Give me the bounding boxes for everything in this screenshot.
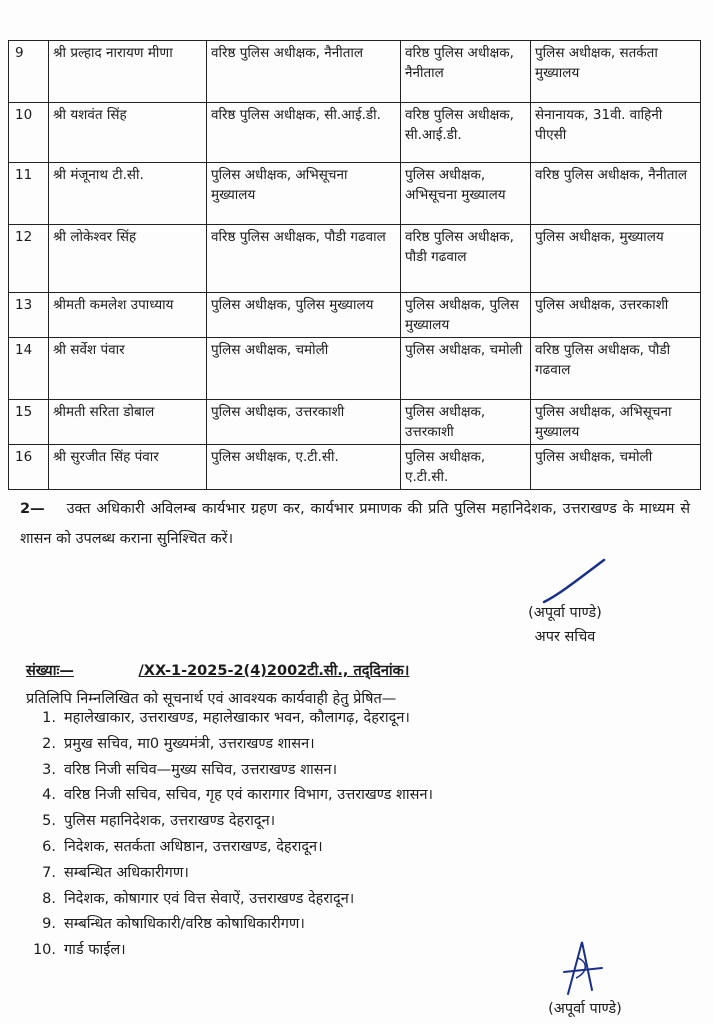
list-item xyxy=(30,861,433,887)
list-item xyxy=(30,706,433,732)
list-item xyxy=(30,783,433,809)
serial-number-cell: 15 xyxy=(9,400,49,445)
table-row xyxy=(9,225,701,293)
new-post-cell: पुलिस अधीक्षक, अभिसूचना मुख्यालय xyxy=(531,400,701,445)
officer-name-cell: श्री सुरजीत सिंह पंवार xyxy=(49,445,207,490)
table-row xyxy=(9,400,701,445)
new-post-cell: पुलिस अधीक्षक, मुख्यालय xyxy=(531,225,701,293)
serial-number-cell: 10 xyxy=(9,103,49,163)
list-item-text: निदेशक, कोषागार एवं वित्त सेवाऐं, उत्तराखण्ड देहरादून। xyxy=(64,890,355,907)
list-item xyxy=(30,887,433,913)
new-post-cell: पुलिस अधीक्षक, उत्तरकाशी xyxy=(531,293,701,338)
signatory-designation: अपर सचिव xyxy=(534,629,596,645)
list-item-number: 3. xyxy=(42,761,56,778)
list-item-text: गार्ड फाईल। xyxy=(64,942,126,959)
current-post-cell: वरिष्ठ पुलिस अधीक्षक, नैनीताल xyxy=(207,41,401,103)
list-item xyxy=(30,835,433,861)
designated-post-cell: वरिष्ठ पुलिस अधीक्षक, पौडी गढवाल xyxy=(401,225,531,293)
current-post-cell: पुलिस अधीक्षक, अभिसूचना मुख्यालय xyxy=(207,163,401,225)
list-item-number: 9. xyxy=(42,916,56,933)
designated-post-cell: पुलिस अधीक्षक, चमोली xyxy=(401,338,531,400)
table-row xyxy=(9,41,701,103)
current-post-cell: पुलिस अधीक्षक, ए.टी.सी. xyxy=(207,445,401,490)
designated-post-cell: पुलिस अधीक्षक, ए.टी.सी. xyxy=(401,445,531,490)
designated-post-cell: पुलिस अधीक्षक, पुलिस मुख्यालय xyxy=(401,293,531,338)
list-item-number: 2. xyxy=(42,735,56,752)
new-post-cell: वरिष्ठ पुलिस अधीक्षक, नैनीताल xyxy=(531,163,701,225)
reference-code: /XX-1-2025-2(4)2002टी.सी., तद्‌दिनांक। xyxy=(138,663,410,679)
current-post-cell: पुलिस अधीक्षक, उत्तरकाशी xyxy=(207,400,401,445)
serial-number-cell: 12 xyxy=(9,225,49,293)
serial-number-cell: 11 xyxy=(9,163,49,225)
signatory-bottom-name: (अपूर्वा पाण्डे) xyxy=(548,1001,622,1017)
table-row xyxy=(9,163,701,225)
reference-label: संख्याः— xyxy=(26,663,74,679)
officer-name-cell: श्री मंजूनाथ टी.सी. xyxy=(49,163,207,225)
table-row xyxy=(9,338,701,400)
reference-line xyxy=(26,660,409,680)
officer-name-cell: श्री लोकेश्वर सिंह xyxy=(49,225,207,293)
designated-post-cell: पुलिस अधीक्षक, उत्तरकाशी xyxy=(401,400,531,445)
serial-number-cell: 9 xyxy=(9,41,49,103)
officer-name-cell: श्री प्रल्हाद नारायण मीणा xyxy=(49,41,207,103)
officer-name-cell: श्री यशवंत सिंह xyxy=(49,103,207,163)
officer-name-cell: श्रीमती कमलेश उपाध्याय xyxy=(49,293,207,338)
signatory-block xyxy=(490,602,640,646)
new-post-cell: वरिष्ठ पुलिस अधीक्षक, पौडी गढवाल xyxy=(531,338,701,400)
list-item-number: 8. xyxy=(42,890,56,907)
list-item-number: 7. xyxy=(42,864,56,881)
designated-post-cell: वरिष्ठ पुलिस अधीक्षक, नैनीताल xyxy=(401,41,531,103)
table-row xyxy=(9,445,701,490)
list-item-text: सम्बन्धित कोषाधिकारी/वरिष्ठ कोषाधिकारीगण। xyxy=(64,916,305,933)
designated-post-cell: वरिष्ठ पुलिस अधीक्षक, सी.आई.डी. xyxy=(401,103,531,163)
officer-name-cell: श्री सर्वेश पंवार xyxy=(49,338,207,400)
current-post-cell: पुलिस अधीक्षक, चमोली xyxy=(207,338,401,400)
paragraph-text: उक्त अधिकारी अविलम्ब कार्यभार ग्रहण कर, कार्यभार प्रमाणक की प्रति पुलिस महानिदेशक, उत्तराखण्ड के माध्यम से शासन को उपलब्ध कराना सुनिश्चित करें। xyxy=(20,501,690,547)
current-post-cell: पुलिस अधीक्षक, पुलिस मुख्यालय xyxy=(207,293,401,338)
list-item xyxy=(30,809,433,835)
list-item-text: सम्बन्धित अधिकारीगण। xyxy=(64,864,189,881)
list-item-number: 5. xyxy=(42,813,56,830)
list-item xyxy=(30,732,433,758)
serial-number-cell: 14 xyxy=(9,338,49,400)
list-item xyxy=(30,912,433,938)
table-row xyxy=(9,103,701,163)
table-row xyxy=(9,293,701,338)
instruction-paragraph xyxy=(20,494,690,554)
list-item-text: निदेशक, सतर्कता अधिष्ठान, उत्तराखण्ड, देहरादून। xyxy=(64,838,323,855)
list-item-text: पुलिस महानिदेशक, उत्तराखण्ड देहरादून। xyxy=(64,813,276,830)
serial-number-cell: 16 xyxy=(9,445,49,490)
list-item xyxy=(30,938,433,964)
paragraph-number: 2— xyxy=(20,501,45,517)
list-item-number: 4. xyxy=(42,787,56,804)
officer-name-cell: श्रीमती सरिता डोबाल xyxy=(49,400,207,445)
designated-post-cell: पुलिस अधीक्षक, अभिसूचना मुख्यालय xyxy=(401,163,531,225)
list-item-number: 6. xyxy=(42,838,56,855)
signatory-name: (अपूर्वा पाण्डे) xyxy=(528,605,602,621)
list-item-text: वरिष्ठ निजी सचिव—मुख्य सचिव, उत्तराखण्ड शासन। xyxy=(64,761,338,778)
transfer-table xyxy=(8,40,701,490)
copy-list xyxy=(30,706,433,964)
list-item-text: महालेखाकार, उत्तराखण्ड, महालेखाकार भवन, कौलागढ़, देहरादून। xyxy=(64,710,410,726)
list-item xyxy=(30,758,433,784)
new-post-cell: पुलिस अधीक्षक, चमोली xyxy=(531,445,701,490)
list-item-text: वरिष्ठ निजी सचिव, सचिव, गृह एवं कारागार विभाग, उत्तराखण्ड शासन। xyxy=(64,787,433,804)
serial-number-cell: 13 xyxy=(9,293,49,338)
current-post-cell: वरिष्ठ पुलिस अधीक्षक, सी.आई.डी. xyxy=(207,103,401,163)
copy-intro: प्रतिलिपि निम्नलिखित को सूचनार्थ एवं आवश्यक कार्यवाही हेतु प्रेषित— xyxy=(26,691,397,707)
list-item-text: प्रमुख सचिव, मा0 मुख्यमंत्री, उत्तराखण्ड शासन। xyxy=(64,735,315,752)
list-item-number: 10. xyxy=(32,942,56,959)
list-item-number: 1. xyxy=(42,710,56,726)
current-post-cell: वरिष्ठ पुलिस अधीक्षक, पौडी गढवाल xyxy=(207,225,401,293)
initials-mark xyxy=(558,938,608,998)
new-post-cell: सेनानायक, 31वी. वाहिनी पीएसी xyxy=(531,103,701,163)
signature-mark xyxy=(540,556,610,606)
new-post-cell: पुलिस अधीक्षक, सतर्कता मुख्यालय xyxy=(531,41,701,103)
